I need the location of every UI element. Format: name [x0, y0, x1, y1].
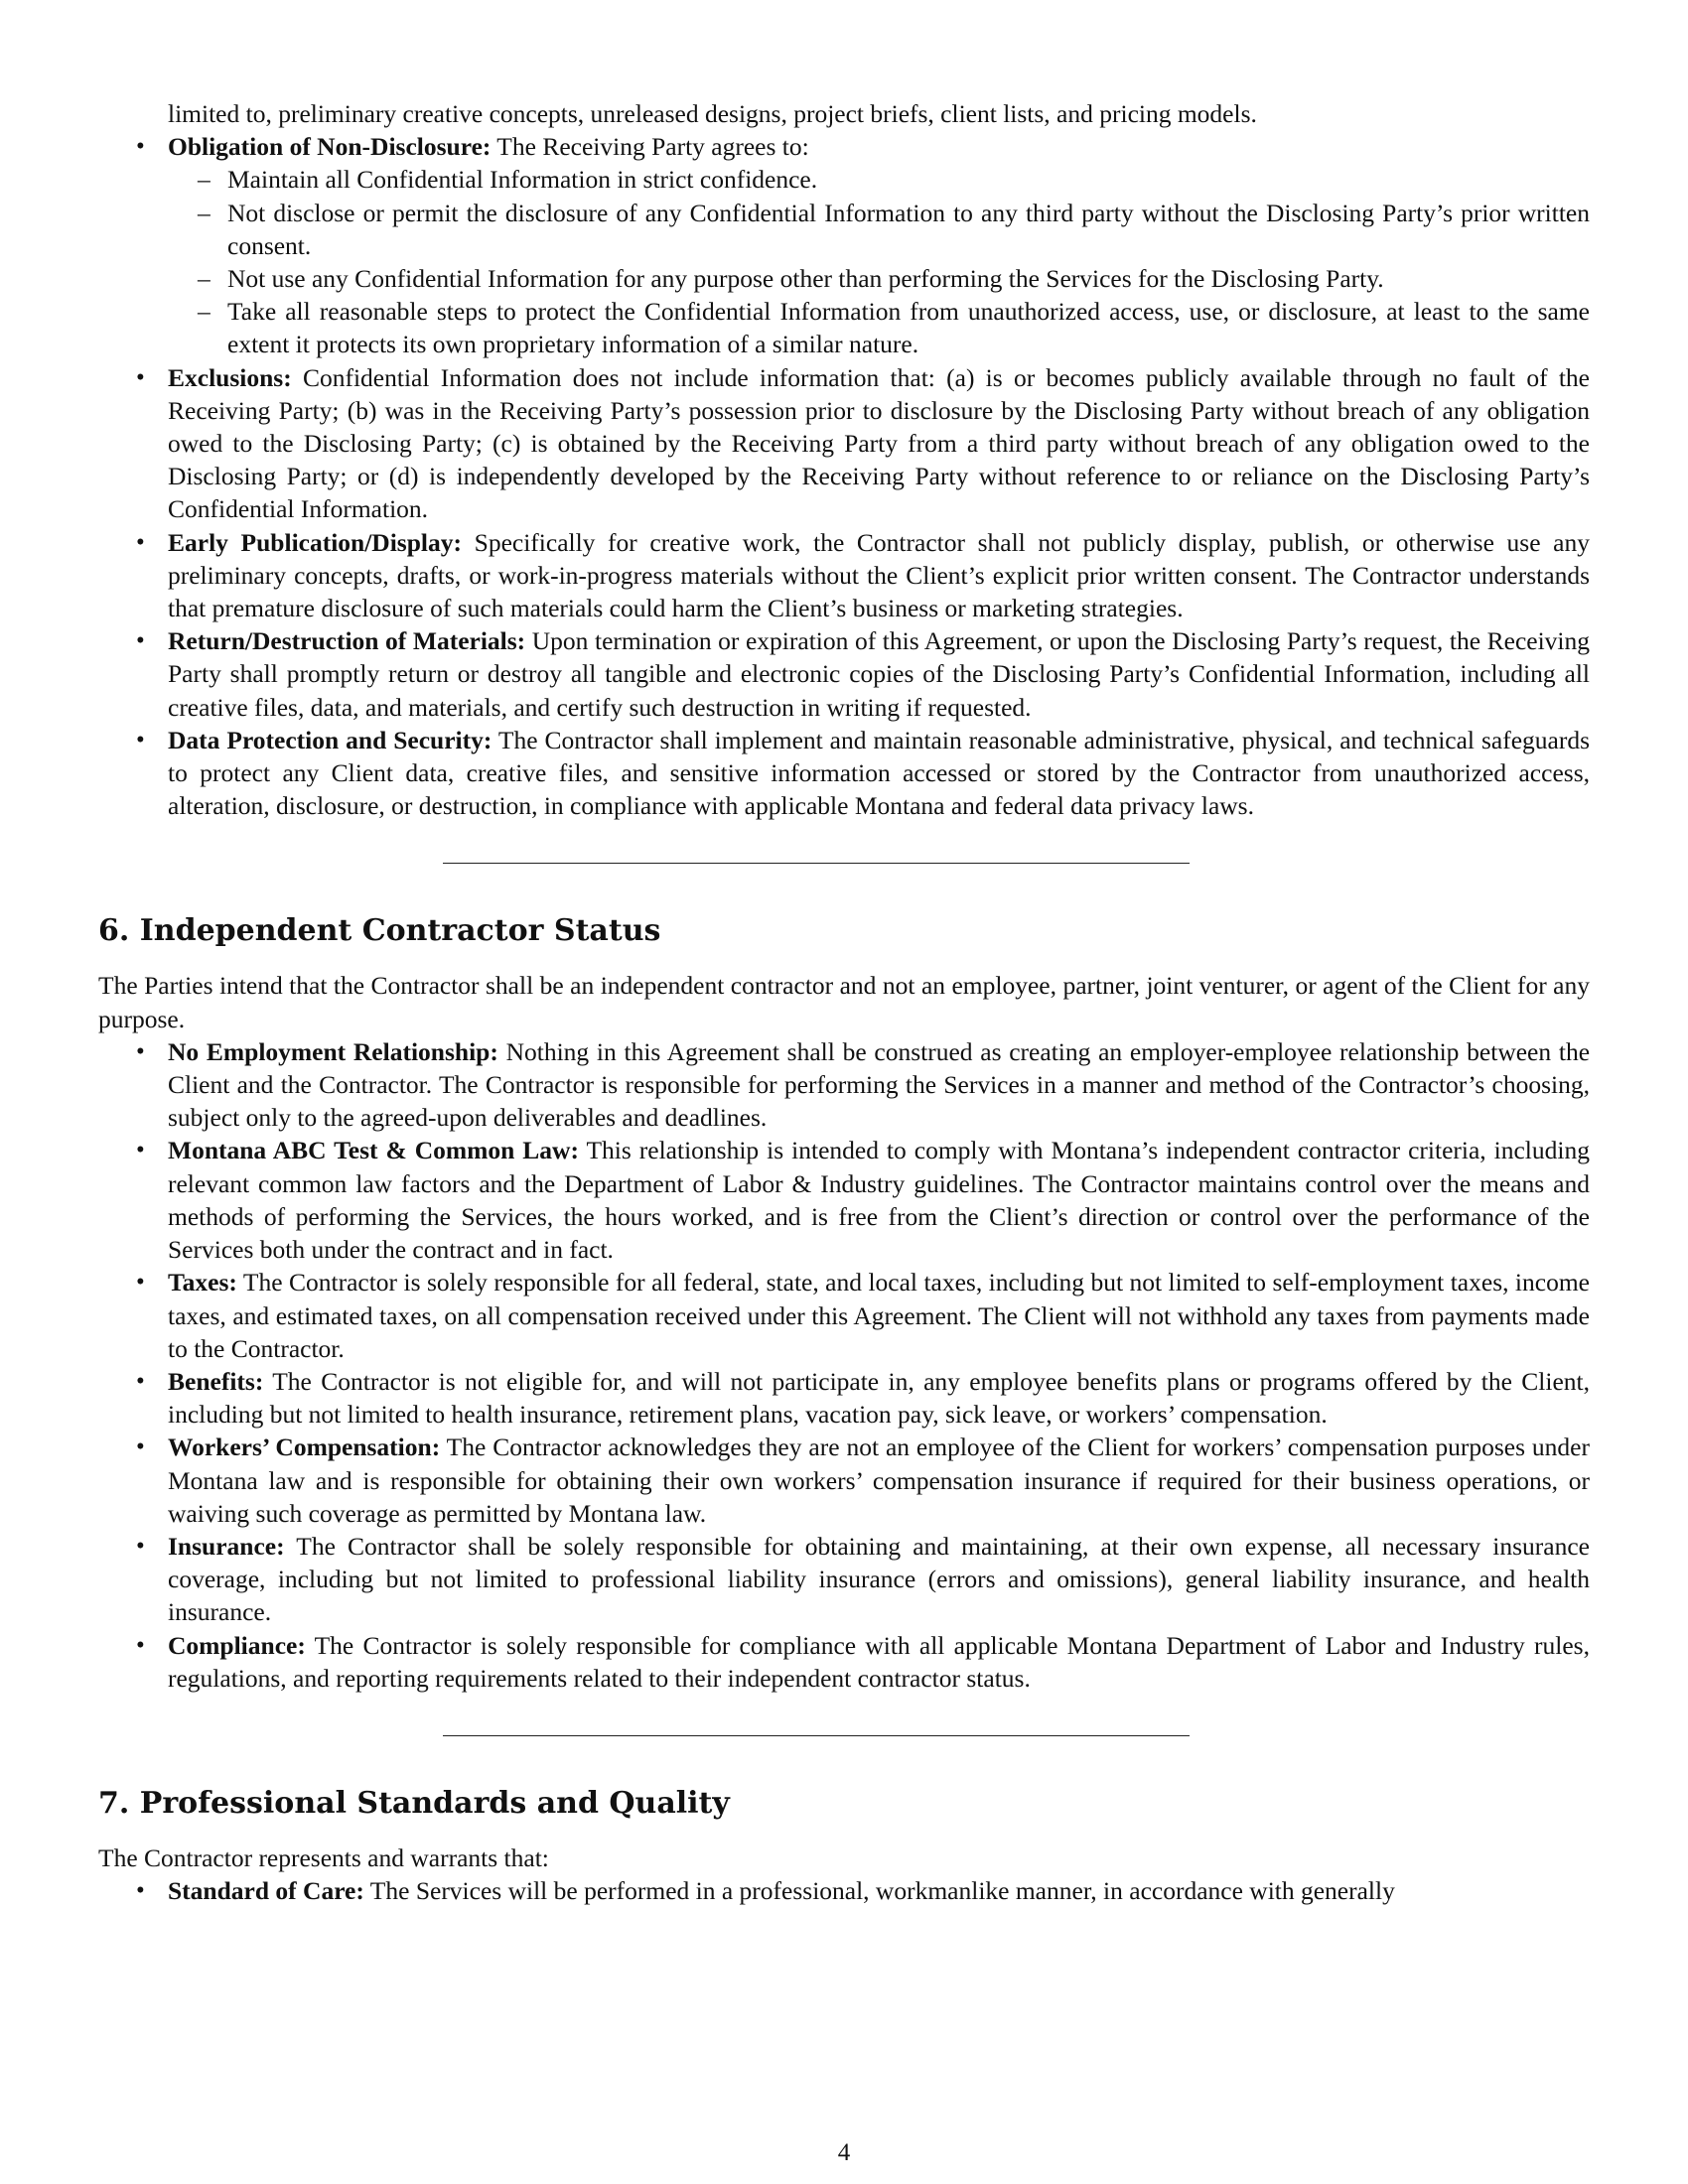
- section5-lead-text: limited to, preliminary creative concepts, unreleased designs, project briefs, client lists, and pricing models.: [168, 99, 1257, 128]
- item-label: Data Protection and Security:: [168, 725, 492, 754]
- list-item: [98, 1629, 1590, 1695]
- item-label: Return/Destruction of Materials:: [168, 626, 526, 656]
- section7-heading: 7. Professional Standards and Quality: [98, 1785, 730, 1821]
- item-text: Nothing in this Agreement shall be construed as creating an employer-employee relationship between the Client and the Contractor. The Contractor is responsible for performing the Services in a manner and method of the Contractor’s choosing, subject only to the agreed-upon deliverables and deadlines.: [168, 1036, 1591, 1133]
- sub-list: [168, 163, 1590, 360]
- item-text: The Contractor acknowledges they are not an employee of the Client for workers’ compensation purposes under Montana law and is responsible for obtaining their own workers’ compensation insurance if required for their business operations, or waiving such coverage as permitted by Montana law.: [168, 1433, 1590, 1528]
- sub-list-item: – Not disclose or permit the disclosure of any Confidential Information to any third party without the Disclosing Party’s prior written consent.: [168, 197, 1590, 262]
- item-label: Exclusions:: [168, 362, 292, 392]
- item-label: Insurance:: [168, 1531, 285, 1561]
- item-label: Montana ABC Test & Common Law:: [168, 1136, 579, 1165]
- section-divider: [443, 1735, 1190, 1736]
- list-item: [98, 1365, 1590, 1431]
- list-item: [98, 1035, 1590, 1135]
- list-item: [98, 526, 1590, 625]
- item-label: Taxes:: [168, 1268, 237, 1297]
- document-page: [98, 97, 1590, 1907]
- item-text: The Services will be performed in a professional, workmanlike manner, in accordance with generally: [369, 1876, 1395, 1906]
- item-label: Standard of Care:: [168, 1876, 364, 1906]
- list-item: [98, 361, 1590, 526]
- section-divider: [443, 863, 1190, 864]
- item-text: Confidential Information does not include information that: (a) is or becomes publicly available through no fault of the Receiving Party; (b) was in the Receiving Party’s possession prior to disclosure by the Disclosing Party without breach of any obligation owed to the Disclosing Party; (c) is obtained by the Receiving Party from a third party without breach of any obligation owed to the Disclosing Party; or (d) is independently developed by the Receiving Party without reference to or reliance on the Disclosing Party’s Confidential Information.: [168, 362, 1591, 524]
- item-label: Workers’ Compensation:: [168, 1433, 441, 1462]
- sub-list-item: – Not use any Confidential Information for any purpose other than performing the Services for the Disclosing Party.: [168, 262, 1590, 295]
- section5-list: [98, 130, 1590, 822]
- item-text: The Contractor is solely responsible for compliance with all applicable Montana Department of Labor and Industry rules, regulations, and reporting requirements related to their independent contractor status.: [168, 1630, 1590, 1693]
- item-label: Obligation of Non-Disclosure:: [168, 132, 492, 162]
- list-item: [98, 724, 1590, 823]
- page-number: 4: [837, 2139, 851, 2166]
- item-label: Benefits:: [168, 1366, 264, 1396]
- item-text: The Contractor shall implement and maintain reasonable administrative, physical, and technical safeguards to protect any Client data, creative files, and sensitive information accessed or stored by the Contractor from unauthorized access, alteration, disclosure, or destruction, in compliance with applicable Montana and federal data privacy laws.: [168, 725, 1591, 821]
- list-item: [98, 1134, 1590, 1266]
- item-text: The Contractor shall be solely responsible for obtaining and maintaining, at their own expense, all necessary insurance coverage, including but not limited to professional liability insurance (errors and omissions), general liability insurance, and health insurance.: [168, 1531, 1590, 1627]
- section7-list: [98, 1874, 1590, 1907]
- section6-intro: The Parties intend that the Contractor shall be an independent contractor and not an employee, partner, joint venturer, or agent of the Client for any purpose.: [98, 971, 1590, 1033]
- section6-heading: 6. Independent Contractor Status: [98, 913, 661, 949]
- item-text: This relationship is intended to comply with Montana’s independent contractor criteria, including relevant common law factors and the Department of Labor & Industry guidelines. The Contractor maintains control over the means and methods of performing the Services, the hours worked, and is free from the Client’s direction or control over the performance of the Services both under the contract and in fact.: [168, 1136, 1590, 1265]
- item-label: No Employment Relationship:: [168, 1036, 498, 1066]
- list-item: [98, 624, 1590, 724]
- list-item: [98, 130, 1590, 360]
- list-item: [98, 1874, 1590, 1907]
- list-item: [98, 1530, 1590, 1629]
- item-text: Specifically for creative work, the Contractor shall not publicly display, publish, or otherwise use any preliminary concepts, drafts, or work-in-progress materials without the Client’s explicit prior written consent. The Contractor understands that premature disclosure of such materials could harm the Client’s business or marketing strategies.: [168, 527, 1590, 623]
- item-label: Compliance:: [168, 1630, 306, 1660]
- list-item: [98, 1266, 1590, 1365]
- item-text: The Contractor is solely responsible for all federal, state, and local taxes, including but not limited to self-employment taxes, income taxes, and estimated taxes, on all compensation received under this Agreement. The Client will not withhold any taxes from payments made to the Contractor.: [168, 1268, 1590, 1363]
- item-text: The Receiving Party agrees to:: [496, 132, 809, 162]
- item-label: Early Publication/Display:: [168, 527, 462, 557]
- section7-intro: The Contractor represents and warrants that:: [98, 1843, 549, 1872]
- sub-list-item: – Take all reasonable steps to protect the Confidential Information from unauthorized access, use, or disclosure, at least to the same extent it protects its own proprietary information of a similar nature.: [168, 295, 1590, 360]
- item-text: The Contractor is not eligible for, and will not participate in, any employee benefits plans or programs offered by the Client, including but not limited to health insurance, retirement plans, vacation pay, sick leave, or workers’ compensation.: [168, 1366, 1590, 1430]
- section6-list: [98, 1035, 1590, 1695]
- sub-list-item: – Maintain all Confidential Information in strict confidence.: [168, 163, 1590, 196]
- list-item: [98, 1431, 1590, 1530]
- item-text: Upon termination or expiration of this Agreement, or upon the Disclosing Party’s request, the Receiving Party shall promptly return or destroy all tangible and electronic copies of the Disclosing Party’s Confidential Information, including all creative files, data, and materials, and certify such destruction in writing if requested.: [168, 626, 1590, 722]
